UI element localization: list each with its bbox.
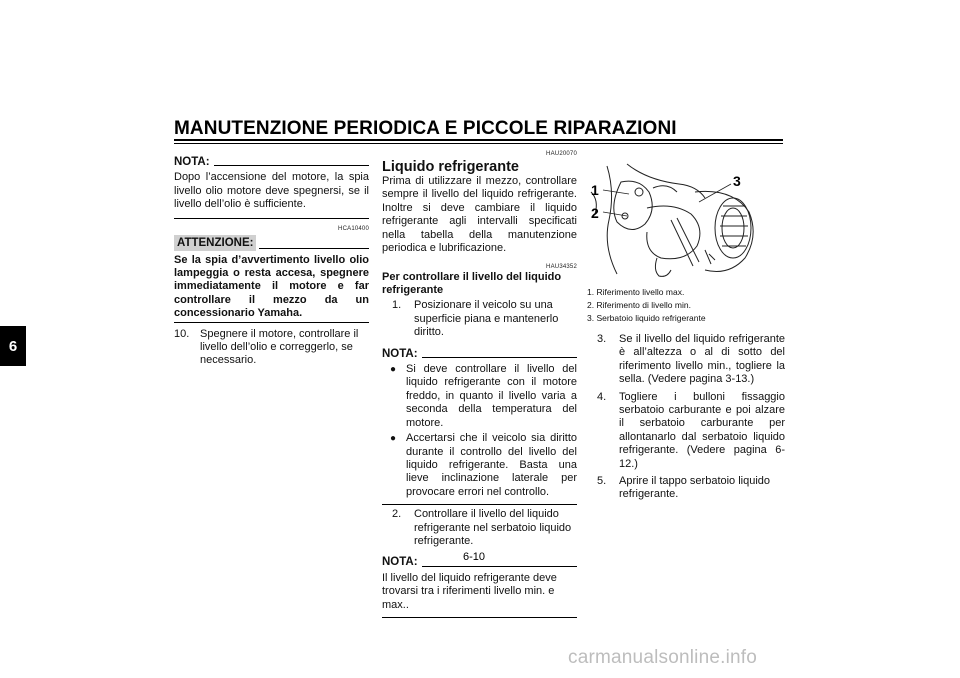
nota-text: Dopo l’accensione del motore, la spia livello olio motore deve spegnersi, se il livello dell’olio è sufficiente.	[174, 171, 369, 211]
attention-code: HCA10400	[338, 225, 369, 232]
step-text: Posizionare il veicolo su una superficie piana e mantenerlo diritto.	[414, 299, 559, 339]
step-3	[587, 333, 785, 387]
step-number: 2.	[392, 508, 402, 521]
step-text: Se il livello del liquido refrigerante è all’altezza o al di sotto del riferimento livello min., togliere la sella. (Vedere pagina 3-13.)	[619, 333, 785, 386]
chapter-tab	[0, 326, 26, 366]
nota-heading	[382, 348, 577, 361]
step-5	[587, 475, 785, 502]
step-number: 5.	[597, 475, 607, 488]
figure-captions	[587, 286, 785, 325]
nota-end-rule	[382, 504, 577, 505]
middle-column	[382, 150, 577, 618]
coolant-reservoir-illustration	[587, 162, 759, 280]
nota-label: NOTA:	[382, 556, 418, 569]
right-column	[587, 162, 785, 502]
page-number: 6-10	[463, 551, 486, 563]
step-number: 3.	[597, 333, 607, 345]
nota-label: NOTA:	[382, 347, 418, 360]
subsection-title: Per controllare il livello del liquido refrigerante	[382, 271, 562, 297]
bullet-text: Accertarsi che il veicolo sia diritto durante il controllo del livello del liquido refrigerante. Basta una lieve inclinazione laterale per provocare errori nel controllo.	[406, 432, 577, 498]
step-number: 1.	[392, 299, 402, 312]
section-title: Liquido refrigerante	[382, 159, 519, 175]
attention-label: ATTENZIONE:	[174, 235, 256, 251]
callout-2: 2	[591, 205, 599, 221]
subsection-code: HAU34352	[546, 264, 577, 271]
callout-3: 3	[733, 173, 741, 189]
left-column	[174, 156, 369, 368]
section-code: HAU20070	[546, 151, 577, 157]
step-text: Controllare il livello del liquido refrigerante nel serbatoio liquido refrigerante.	[414, 508, 572, 547]
nota-text: Il livello del liquido refrigerante deve trovarsi tra i riferimenti livello min. e max..	[382, 571, 557, 611]
step-2	[382, 508, 577, 548]
caption-2: 2. Riferimento di livello min.	[587, 300, 691, 310]
step-1	[382, 299, 577, 339]
step-10	[174, 328, 369, 368]
step-text: Aprire il tappo serbatoio liquido refrigerante.	[619, 475, 771, 501]
step-4	[587, 391, 785, 471]
nota-bullet	[382, 432, 577, 499]
callout-1: 1	[591, 182, 599, 198]
step-text: Togliere i bulloni fissaggio serbatoio carburante e poi alzare il serbatoio carburante per allontanarlo dal serbatoio liquido refrigerante. (Vedere pagina 6-12.)	[619, 390, 785, 470]
nota-label: NOTA:	[174, 156, 210, 168]
nota-end-rule	[382, 617, 577, 618]
page-title: MANUTENZIONE PERIODICA E PICCOLE RIPARAZIONI	[174, 118, 677, 139]
watermark: carmanualsonline.info	[568, 647, 758, 668]
step-number: 10.	[174, 327, 190, 340]
step-number: 4.	[597, 390, 607, 403]
nota-end-rule	[174, 218, 369, 219]
caption-3: 3. Serbatoio liquido refrigerante	[587, 313, 706, 323]
step-text: Spegnere il motore, controllare il livello dell’olio e correggerlo, se necessario.	[200, 327, 359, 367]
bullet-dot: ●	[390, 364, 397, 376]
caption-1: 1. Riferimento livello max.	[587, 287, 685, 297]
title-rule-thin	[174, 143, 783, 144]
bullet-text: Si deve controllare il livello del liquido refrigerante con il motore freddo, in quanto il livello varia a seconda della temperatura del motore.	[406, 363, 577, 429]
nota-bullet	[382, 363, 577, 430]
section-intro: Prima di utilizzare il mezzo, controllare sempre il livello del liquido refrigerante. Inoltre si deve cambiare il liquido refrigerante agli intervalli specificati nella tabella della manutenzione periodica e lubrificazione.	[382, 175, 577, 255]
title-rule	[174, 139, 783, 141]
attention-heading	[174, 235, 369, 251]
chapter-number: 6	[8, 337, 18, 355]
coolant-reservoir-figure	[587, 162, 759, 280]
bullet-dot: ●	[390, 433, 397, 445]
attention-text: Se la spia d’avvertimento livello olio lampeggia o resta accesa, spegnere immediatamente il motore e far controllare il mezzo da un concessionario Yamaha.	[174, 254, 369, 323]
nota-heading	[174, 156, 369, 169]
